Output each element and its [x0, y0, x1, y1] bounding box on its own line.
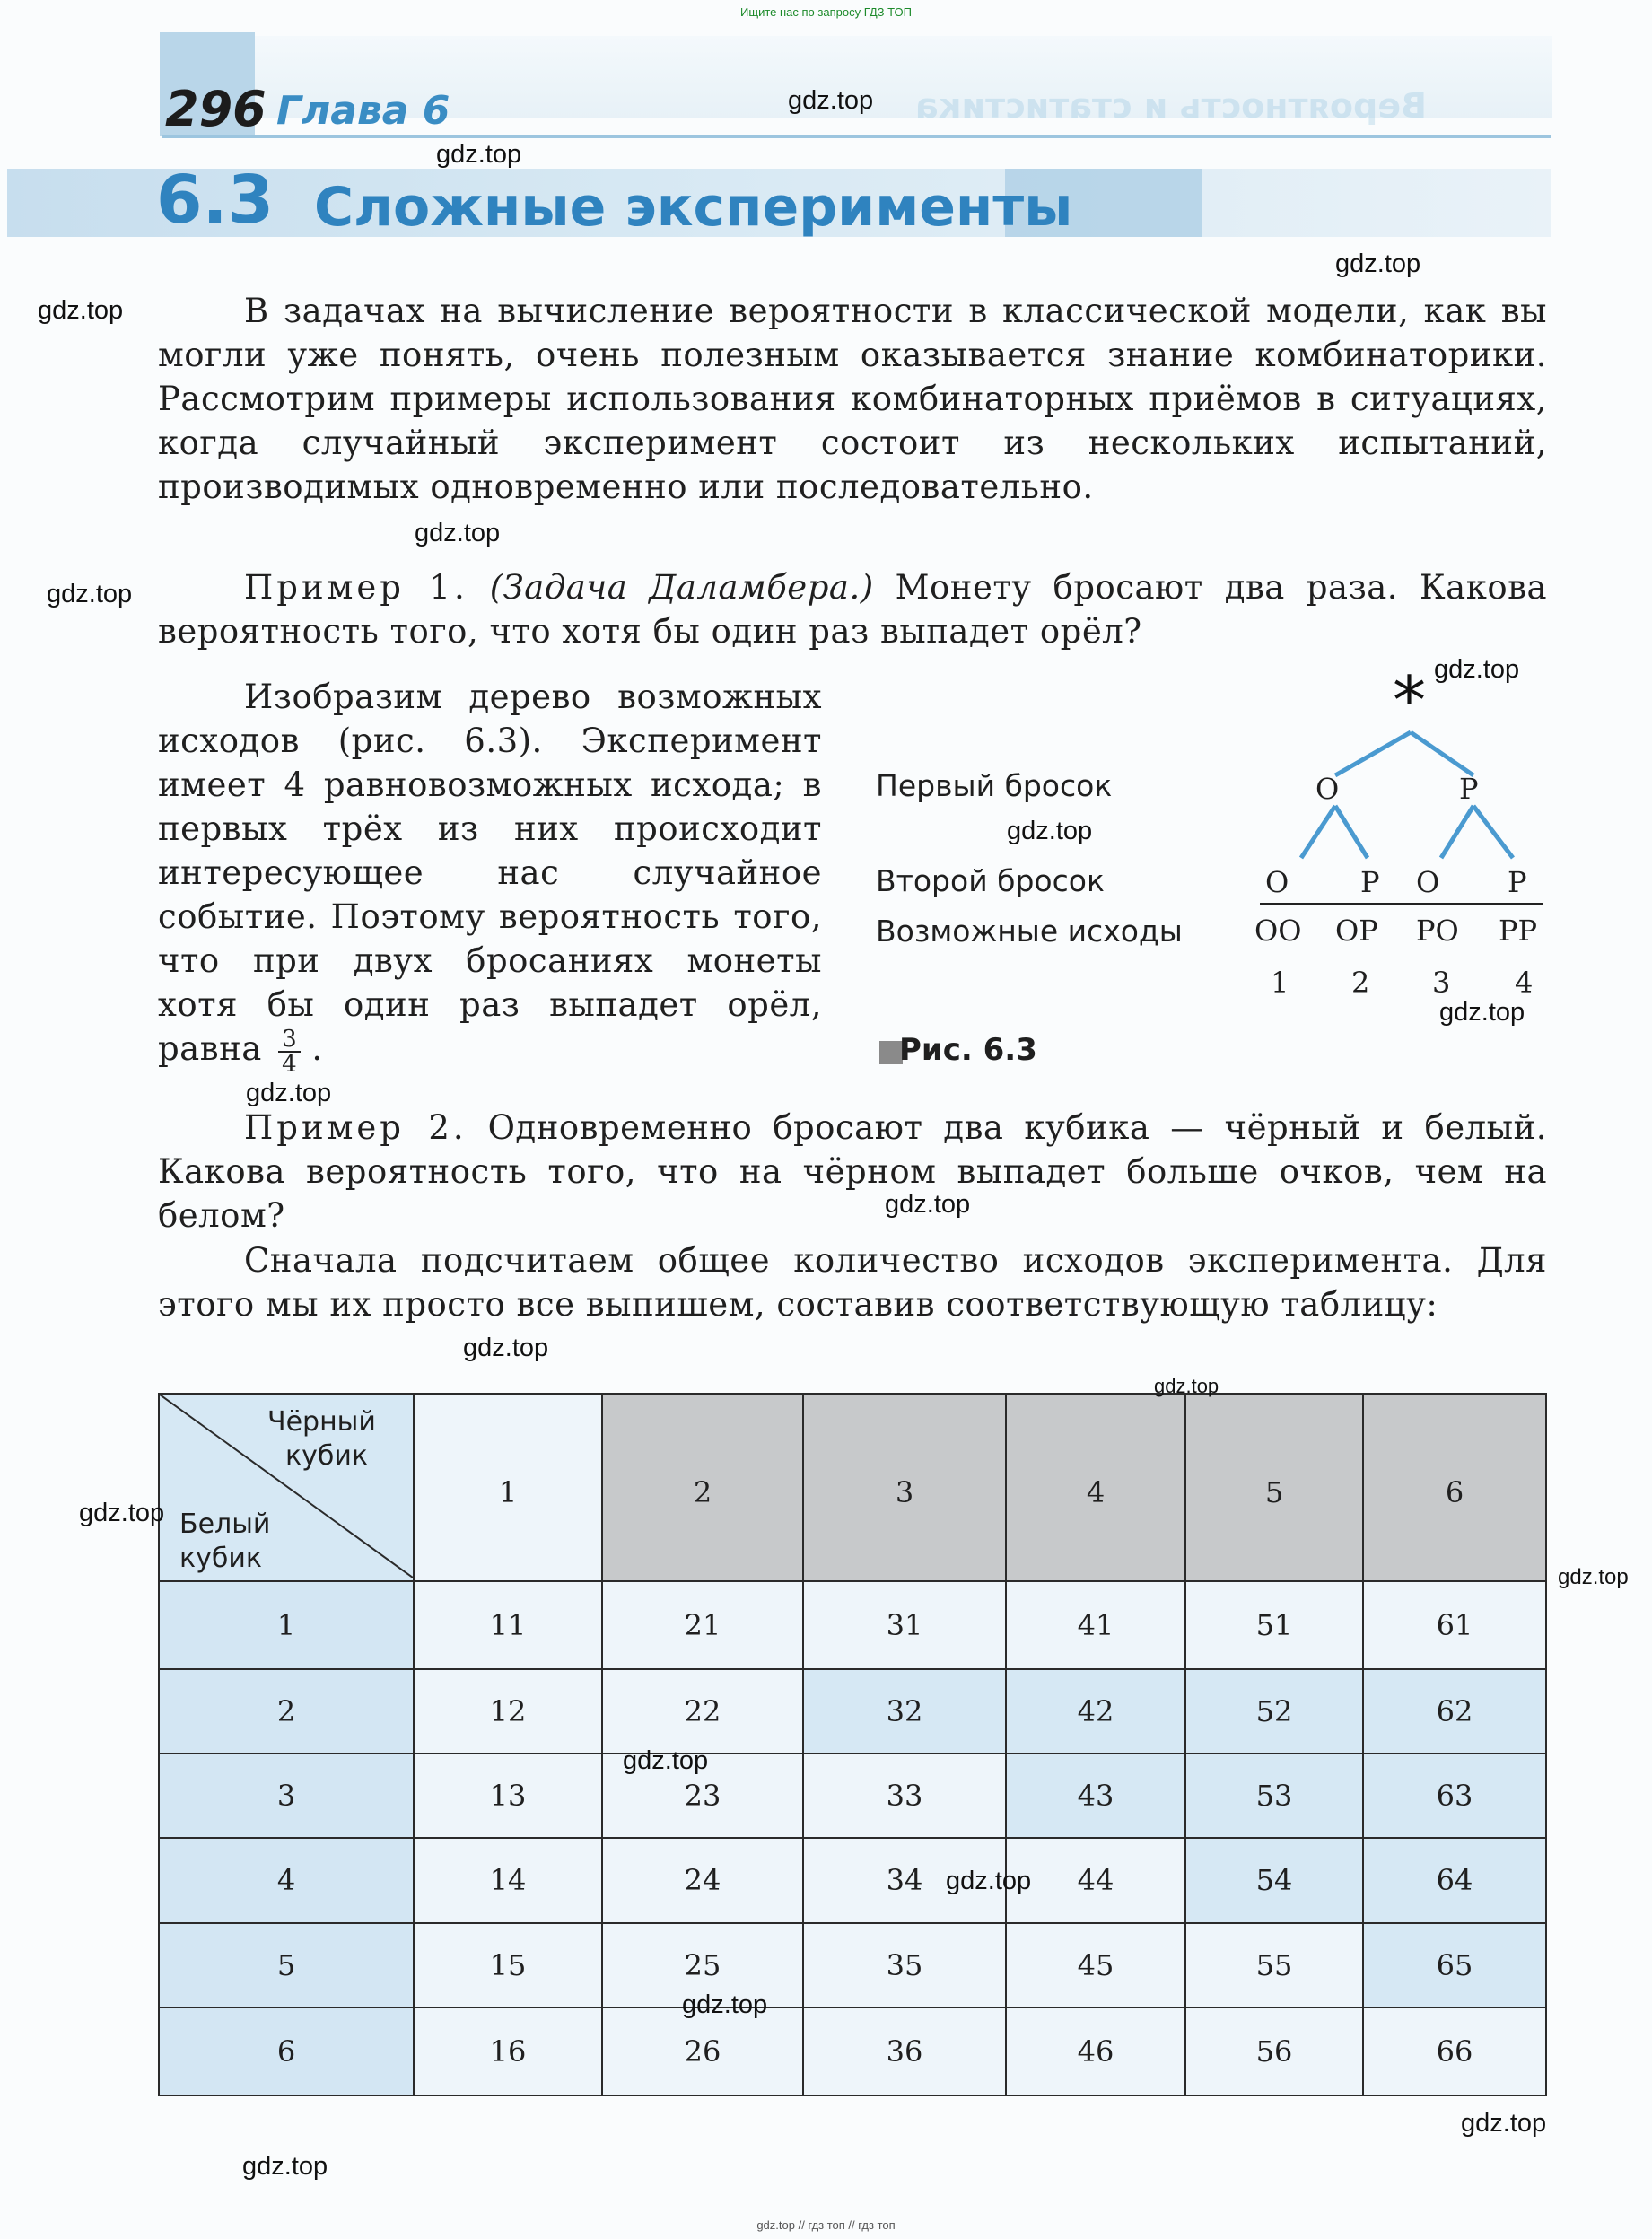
row-header: 6	[159, 2007, 414, 2095]
tree-edge	[1441, 806, 1473, 858]
table-cell: 11	[414, 1581, 602, 1669]
watermark: gdz.top	[242, 2152, 328, 2181]
table-corner-cell	[159, 1394, 414, 1581]
figure-caption: Рис. 6.3	[899, 1032, 1037, 1068]
table-cell: 12	[414, 1669, 602, 1754]
outcome-pp: РР	[1499, 914, 1538, 948]
table-header-row	[159, 1394, 1546, 1581]
table-cell: 63	[1363, 1754, 1546, 1838]
watermark: gdz.top	[1007, 817, 1093, 845]
corner-bottom-line1: Белый	[179, 1509, 271, 1540]
corner-top-label	[267, 1405, 376, 1474]
table-cell: 24	[602, 1838, 803, 1922]
tree-root-star: *	[1393, 662, 1426, 739]
table-cell: 22	[602, 1669, 803, 1754]
example2-solution: Сначала подсчитаем общее количество исходов эксперимента. Для этого мы их просто все выпишем, составив соответствующую таблицу:	[158, 1241, 1547, 1324]
second-node-p1: Р	[1360, 865, 1380, 899]
bottom-note: gdz.top // гдз топ // гдз топ	[756, 2218, 896, 2232]
second-node-o1: О	[1265, 865, 1289, 899]
row-header: 1	[159, 1581, 414, 1669]
intro-paragraph: В задачах на вычисление вероятности в классической модели, как вы могли уже понять, очень полезным оказывается знание комбинаторики. Рассмотрим примеры использования комбинаторных приёмов в ситуациях, когда случайный эксперимент состоит из нескольких испытаний, производимых одновременно или последовательно.	[158, 292, 1547, 506]
watermark: gdz.top	[463, 1334, 549, 1362]
table-row	[159, 1923, 1546, 2007]
table-cell: 25	[602, 1923, 803, 2007]
label-second-throw: Второй бросок	[876, 863, 1105, 898]
label-outcomes: Возможные исходы	[876, 914, 1183, 949]
watermark: gdz.top	[415, 519, 501, 547]
column-header: 2	[602, 1394, 803, 1581]
table-cell: 41	[1006, 1581, 1185, 1669]
table-cell: 33	[803, 1754, 1006, 1838]
watermark: gdz.top	[79, 1499, 165, 1527]
table-cell: 45	[1006, 1923, 1185, 2007]
fraction-period: .	[311, 1029, 323, 1068]
section-title: Сложные эксперименты	[314, 176, 1073, 239]
row-header: 5	[159, 1923, 414, 2007]
table-cell: 15	[414, 1923, 602, 2007]
second-node-p2: Р	[1508, 865, 1527, 899]
table-row	[159, 1669, 1546, 1754]
table-cell: 42	[1006, 1669, 1185, 1754]
row-header: 4	[159, 1838, 414, 1922]
column-header: 1	[414, 1394, 602, 1581]
corner-bottom-line2: кубик	[179, 1543, 262, 1574]
corner-bottom-label	[179, 1508, 270, 1576]
table-row	[159, 2007, 1546, 2095]
corner-top-line2: кубик	[285, 1440, 368, 1472]
chapter-label: Глава 6	[276, 88, 450, 134]
section-number: 6.3	[156, 162, 275, 239]
outcome-po: РО	[1416, 914, 1459, 948]
row-header: 3	[159, 1754, 414, 1838]
watermark: gdz.top	[1439, 998, 1525, 1027]
table-cell: 66	[1363, 2007, 1546, 2095]
example1-text: Монету бросают два раза. Какова вероятность того, что хотя бы один раз выпадет орёл?	[158, 568, 1548, 651]
watermark: gdz.top	[946, 1867, 1032, 1895]
table-cell: 54	[1185, 1838, 1363, 1922]
first-node-o: О	[1315, 772, 1340, 806]
outcome-number-3: 3	[1432, 966, 1451, 1000]
column-header: 5	[1185, 1394, 1363, 1581]
table-cell: 43	[1006, 1754, 1185, 1838]
watermark: gdz.top	[623, 1746, 709, 1775]
dice-outcomes-table	[158, 1393, 1547, 2096]
table-cell: 56	[1185, 2007, 1363, 2095]
table-cell: 62	[1363, 1669, 1546, 1754]
table-cell: 61	[1363, 1581, 1546, 1669]
label-first-throw: Первый бросок	[876, 768, 1113, 803]
table-cell: 13	[414, 1754, 602, 1838]
example1-solution	[158, 675, 822, 1076]
table-row	[159, 1754, 1546, 1838]
table-cell: 46	[1006, 2007, 1185, 2095]
table-cell: 31	[803, 1581, 1006, 1669]
example1-label: Пример 1.	[244, 568, 468, 607]
column-header: 3	[803, 1394, 1006, 1581]
table-cell: 34	[803, 1838, 1006, 1922]
watermark: gdz.top	[682, 1990, 768, 2019]
tree-edge	[1335, 806, 1368, 858]
table-row	[159, 1581, 1546, 1669]
outcome-underline	[1260, 903, 1543, 905]
table-cell: 35	[803, 1923, 1006, 2007]
second-node-o2: О	[1416, 865, 1440, 899]
header-rule	[162, 135, 1551, 138]
fraction-numerator: 3	[278, 1028, 301, 1053]
watermark: gdz.top	[1558, 1565, 1629, 1589]
table-cell: 64	[1363, 1838, 1546, 1922]
outcome-oo: ОО	[1254, 914, 1302, 948]
table-cell: 65	[1363, 1923, 1546, 2007]
corner-top-line1: Чёрный	[267, 1406, 376, 1438]
watermark: gdz.top	[788, 86, 874, 115]
faded-header-text: Вероятность и статистика	[915, 86, 1427, 126]
tree-edge	[1301, 806, 1335, 858]
table-cell: 16	[414, 2007, 602, 2095]
row-header: 2	[159, 1669, 414, 1754]
table-cell: 51	[1185, 1581, 1363, 1669]
example2-label: Пример 2.	[244, 1108, 468, 1147]
watermark: gdz.top	[47, 580, 133, 608]
page-number: 296	[165, 81, 267, 137]
watermark: gdz.top	[38, 296, 124, 325]
fraction	[278, 1025, 301, 1078]
watermark: gdz.top	[1335, 249, 1421, 278]
table-cell: 21	[602, 1581, 803, 1669]
watermark: gdz.top	[436, 140, 522, 169]
tree-edge	[1473, 806, 1513, 858]
outcome-op: ОР	[1335, 914, 1378, 948]
watermark: gdz.top	[1434, 655, 1520, 684]
table-cell: 53	[1185, 1754, 1363, 1838]
watermark: gdz.top	[1154, 1375, 1219, 1397]
table-cell: 32	[803, 1669, 1006, 1754]
example2-paragraph	[158, 1106, 1547, 1238]
example1-paragraph	[158, 565, 1547, 653]
watermark: gdz.top	[246, 1079, 332, 1107]
fraction-denominator: 4	[282, 1050, 298, 1078]
outcome-number-4: 4	[1515, 966, 1534, 1000]
column-header: 4	[1006, 1394, 1185, 1581]
first-node-p: Р	[1459, 772, 1479, 806]
watermark: gdz.top	[885, 1190, 971, 1219]
table-cell: 14	[414, 1838, 602, 1922]
column-header: 6	[1363, 1394, 1546, 1581]
watermark: gdz.top	[1461, 2109, 1547, 2138]
table-cell: 23	[602, 1754, 803, 1838]
example2-text: Одновременно бросают два кубика — чёрный и белый. Какова вероятность того, что на чёрном выпадет больше очков, чем на белом?	[158, 1108, 1547, 1235]
example1-solution-text: Изобразим дерево возможных исходов (рис. 6.3). Эксперимент имеет 4 равновозможных исхода; в первых трёх из них происходит интересующее нас случайное событие. Поэтому вероятность того, что при двух бросаниях монеты хотя бы один раз выпадет орёл, равна	[158, 678, 822, 1068]
table-cell: 52	[1185, 1669, 1363, 1754]
outcome-number-1: 1	[1271, 966, 1289, 1000]
table-cell: 36	[803, 2007, 1006, 2095]
top-note: Ищите нас по запросу ГДЗ ТОП	[740, 5, 912, 19]
table-cell: 44	[1006, 1838, 1185, 1922]
table-row	[159, 1838, 1546, 1922]
example1-italic: (Задача Даламбера.)	[489, 568, 874, 607]
table-cell: 26	[602, 2007, 803, 2095]
table-cell: 55	[1185, 1923, 1363, 2007]
outcome-number-2: 2	[1351, 966, 1370, 1000]
